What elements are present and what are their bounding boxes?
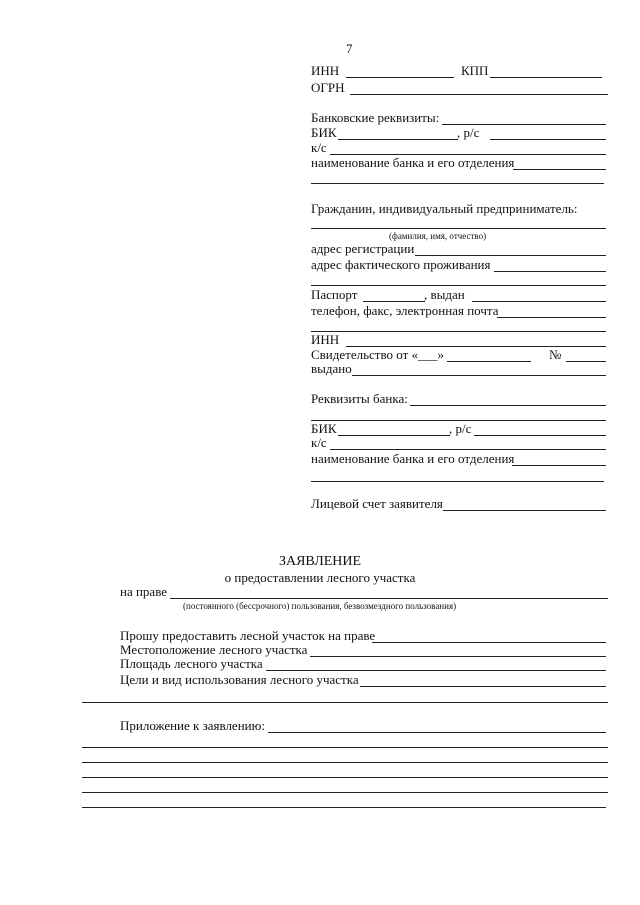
bank-details-label: Банковские реквизиты: <box>311 110 440 125</box>
bik-label: БИК <box>311 125 337 140</box>
location-field[interactable] <box>310 656 606 657</box>
fio-field[interactable] <box>311 228 606 229</box>
fact-address-field-2[interactable] <box>311 285 606 286</box>
citizen-ks-label: к/с <box>311 435 327 450</box>
attachment-line-2[interactable] <box>82 762 608 763</box>
citizen-ks-field[interactable] <box>330 449 606 450</box>
bank-requisites-field[interactable] <box>410 405 606 406</box>
certificate-label: Свидетельство от «___» <box>311 347 445 362</box>
certificate-date-field[interactable] <box>447 361 531 362</box>
attachment-label: Приложение к заявлению: <box>120 718 265 733</box>
attachment-line-3[interactable] <box>82 777 608 778</box>
purpose-field-2[interactable] <box>82 702 608 703</box>
attachment-line-4[interactable] <box>82 792 608 793</box>
location-label: Местоположение лесного участка <box>120 642 308 657</box>
statement-subtitle: о предоставлении лесного участка <box>224 570 416 585</box>
ogrn-field[interactable] <box>350 94 608 95</box>
passport-label: Паспорт <box>311 287 358 302</box>
rs-label: , р/с <box>457 125 480 140</box>
kpp-field[interactable] <box>490 77 602 78</box>
fact-address-label: адрес фактического проживания <box>311 257 491 272</box>
request-field[interactable] <box>372 642 606 643</box>
page-number: 7 <box>346 41 353 56</box>
inn-field[interactable] <box>346 77 454 78</box>
on-right-label: на праве <box>120 584 168 599</box>
citizen-bank-name-field[interactable] <box>512 465 606 466</box>
area-field[interactable] <box>266 670 606 671</box>
issued-by-field[interactable] <box>352 375 606 376</box>
certificate-number-field[interactable] <box>566 361 606 362</box>
passport-issued-field[interactable] <box>472 301 606 302</box>
account-field[interactable] <box>443 510 606 511</box>
rs-field[interactable] <box>490 139 606 140</box>
contacts-field-2[interactable] <box>311 331 606 332</box>
kpp-label: КПП <box>461 63 489 78</box>
attachment-line-1[interactable] <box>82 747 608 748</box>
bank-name-field[interactable] <box>513 169 606 170</box>
request-label: Прошу предоставить лесной участок на праве <box>120 628 376 643</box>
right-type-field[interactable] <box>170 598 608 599</box>
passport-field[interactable] <box>363 301 425 302</box>
bank-requisites-label: Реквизиты банка: <box>311 391 408 406</box>
issued-by-label: выдано <box>311 361 352 376</box>
reg-address-label: адрес регистрации <box>311 241 415 256</box>
contacts-label: телефон, факс, электронная почта <box>311 303 499 318</box>
purpose-label: Цели и вид использования лесного участка <box>120 672 359 687</box>
ks-label: к/с <box>311 140 327 155</box>
bank-name-field-2[interactable] <box>311 183 604 184</box>
reg-address-field[interactable] <box>415 255 606 256</box>
statement-title: ЗАЯВЛЕНИЕ <box>278 554 362 569</box>
citizen-bik-label: БИК <box>311 421 337 436</box>
citizen-rs-label: , р/с <box>449 421 472 436</box>
passport-issued-label: , выдан <box>424 287 465 302</box>
citizen-heading: Гражданин, индивидуальный предприниматель: <box>311 201 578 216</box>
contacts-field[interactable] <box>497 317 606 318</box>
right-type-hint: (постоянного (бессрочного) пользования, безвозмездного пользования) <box>183 601 457 611</box>
citizen-bik-field[interactable] <box>338 435 450 436</box>
bik-field[interactable] <box>338 139 458 140</box>
purpose-field[interactable] <box>360 686 606 687</box>
certificate-number-label: № <box>549 347 562 362</box>
attachment-field[interactable] <box>268 732 606 733</box>
ogrn-label: ОГРН <box>311 80 345 95</box>
citizen-rs-field[interactable] <box>474 435 606 436</box>
area-label: Площадь лесного участка <box>120 656 263 671</box>
bank-name-label: наименование банка и его отделения <box>311 155 515 170</box>
fact-address-field[interactable] <box>494 271 606 272</box>
citizen-bank-name-field-2[interactable] <box>311 481 604 482</box>
account-label: Лицевой счет заявителя <box>311 496 443 511</box>
inn-label: ИНН <box>311 63 340 78</box>
citizen-bank-name-label: наименование банка и его отделения <box>311 451 515 466</box>
fio-hint: (фамилия, имя, отчество) <box>389 231 487 241</box>
citizen-inn-label: ИНН <box>311 332 340 347</box>
attachment-line-5[interactable] <box>82 807 606 808</box>
